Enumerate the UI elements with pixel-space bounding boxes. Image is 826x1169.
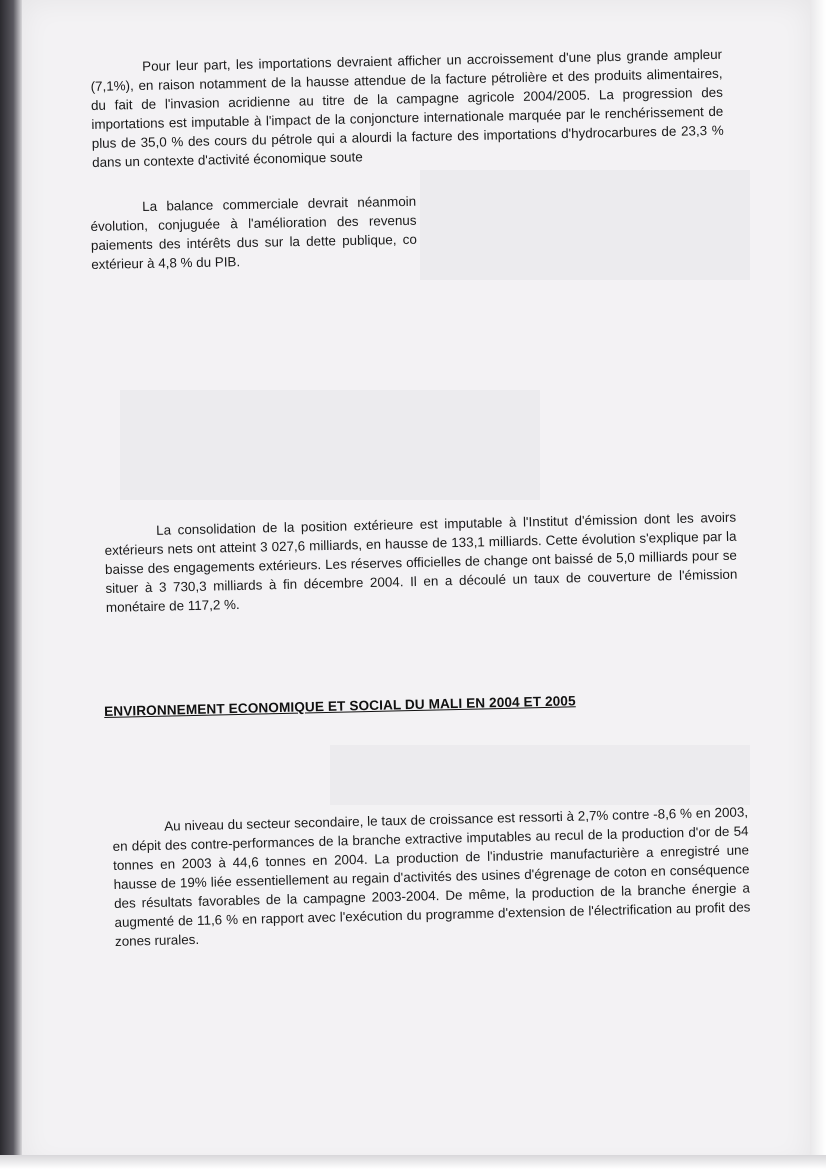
paragraph-text: La consolidation de la position extérieure est imputable à l'Institut d'émission dont les avoirs extérieurs nets ont atteint 3 027,6 milliards, en hausse de 133,1 milliards. Cette évolution s'explique par la baisse des engagements extérieurs. Les réserves officielles de change ont baissé de 5,0 milliards pour se situer à 3 730,3 milliards à fin décembre 2004. Il en a découlé un taux de couverture de l'émission monétaire de 117,2 %. (104, 509, 738, 615)
section-heading: ENVIRONNEMENT ECONOMIQUE ET SOCIAL DU MALI EN 2004 ET 2005 (104, 693, 576, 719)
paragraph-secondary-sector (112, 802, 751, 950)
paragraph-text: Pour leur part, les importations devraient afficher un accroissement d'une plus grande ampleur (7,1%), en raison notamment de la hausse attendue de la facture pétrolière et des produits alimentaires, du fait de l'invasion acridienne au titre de la campagne agricole 2004/2005. La progression des importations est imputable à l'impact de la conjoncture internationale marquée par le renchérissement de plus de 35,0 % des cours du pétrole qui a alourdi la facture des importations d'hydrocarbures de 23,3 % dans un contexte d'activité économique soute (90, 46, 724, 170)
paragraph-trade-balance (90, 192, 417, 274)
faded-region (330, 745, 750, 805)
paragraph-text: Au niveau du secteur secondaire, le taux de croissance est ressorti à 2,7% contre -8,6 % en 2003, en dépit des contre-performances de la branche extractive imputables au recul de la production d'or de 54 tonnes en 2003 à 44,6 tonnes en 2004. La production de l'industrie manufacturière a enregistré une hausse de 19% liée essentiellement au regain d'activités des usines d'égrenage de coton en conséquence des résultats favorables de la campagne 2003-2004. De même, la production de la branche énergie a augmenté de 11,6 % en rapport avec l'exécution du programme d'extension de l'électrification au profit des zones rurales. (112, 804, 751, 949)
faded-region (420, 170, 750, 280)
paragraph-imports (90, 45, 724, 172)
paragraph-external-position (104, 508, 738, 617)
scan-bottom-edge (0, 1155, 826, 1169)
paragraph-text: La balance commerciale devrait néanmoin évolution, conjuguée à l'amélioration des revenus paiements des intérêts dus sur la dette publique, co extérieur à 4,8 % du PIB. (90, 193, 417, 272)
faded-region (120, 390, 540, 500)
scan-right-edge (810, 0, 826, 1169)
scan-left-edge (0, 0, 22, 1169)
